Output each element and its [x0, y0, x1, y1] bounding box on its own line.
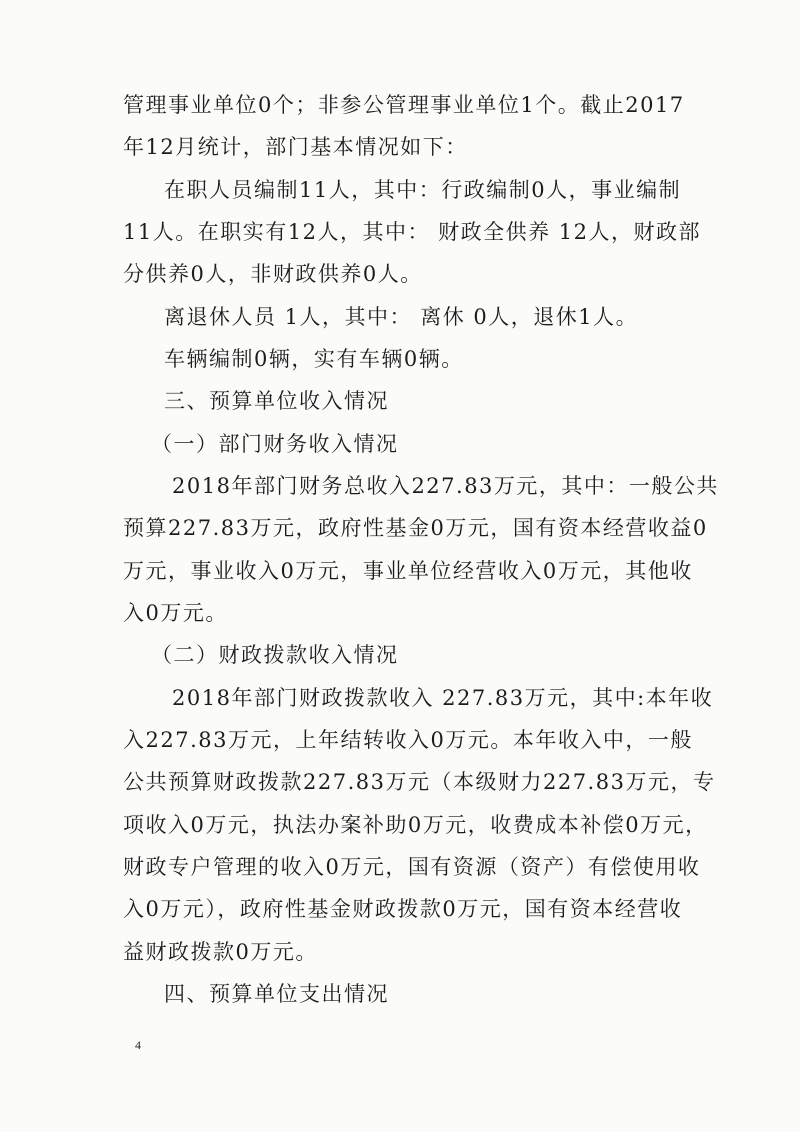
body-text-line: 离退休人员 1人，其中： 离休 0人，退休1人。 — [164, 305, 639, 329]
body-text-line: 2018年部门财务总收入227.83万元，其中：一般公共 — [172, 474, 719, 498]
body-text-line: 车辆编制0辆，实有车辆0辆。 — [164, 347, 464, 371]
body-text-line: 万元，事业收入0万元，事业单位经营收入0万元，其他收 — [123, 559, 693, 583]
body-text-line: 益财政拨款0万元。 — [123, 940, 318, 964]
body-text-line: 在职人员编制11人，其中：行政编制0人，事业编制 — [164, 178, 682, 202]
body-text-line: 年12月统计，部门基本情况如下： — [123, 135, 468, 159]
body-text-line: 管理事业单位0个；非参公管理事业单位1个。截止2017 — [123, 93, 685, 117]
subsection-heading: （二）财政拨款收入情况 — [151, 643, 399, 667]
body-text-line: 分供养0人，非财政供养0人。 — [123, 262, 423, 286]
body-text-line: 入227.83万元，上年结转收入0万元。本年收入中，一般 — [123, 728, 693, 752]
body-text-line: 11人。在职实有12人，其中： 财政全供养 12人，财政部 — [123, 220, 702, 244]
body-text-line: 公共预算财政拨款227.83万元（本级财力227.83万元，专 — [123, 770, 716, 794]
body-text-line: 入0万元），政府性基金财政拨款0万元，国有资本经营收 — [123, 897, 683, 921]
section-heading: 四、预算单位支出情况 — [164, 982, 389, 1006]
subsection-heading: （一）部门财务收入情况 — [151, 432, 399, 456]
body-text-line: 预算227.83万元，政府性基金0万元，国有资本经营收益0 — [123, 516, 708, 540]
body-text-line: 项收入0万元，执法办案补助0万元，收费成本补偿0万元， — [123, 813, 708, 837]
body-text-line: 财政专户管理的收入0万元，国有资源（资产）有偿使用收 — [123, 855, 701, 879]
body-text-line: 2018年部门财政拨款收入 227.83万元，其中:本年收 — [172, 686, 714, 710]
section-heading: 三、预算单位收入情况 — [164, 389, 389, 413]
body-text-line: 入0万元。 — [123, 601, 228, 625]
page-number: 4 — [135, 1038, 141, 1052]
